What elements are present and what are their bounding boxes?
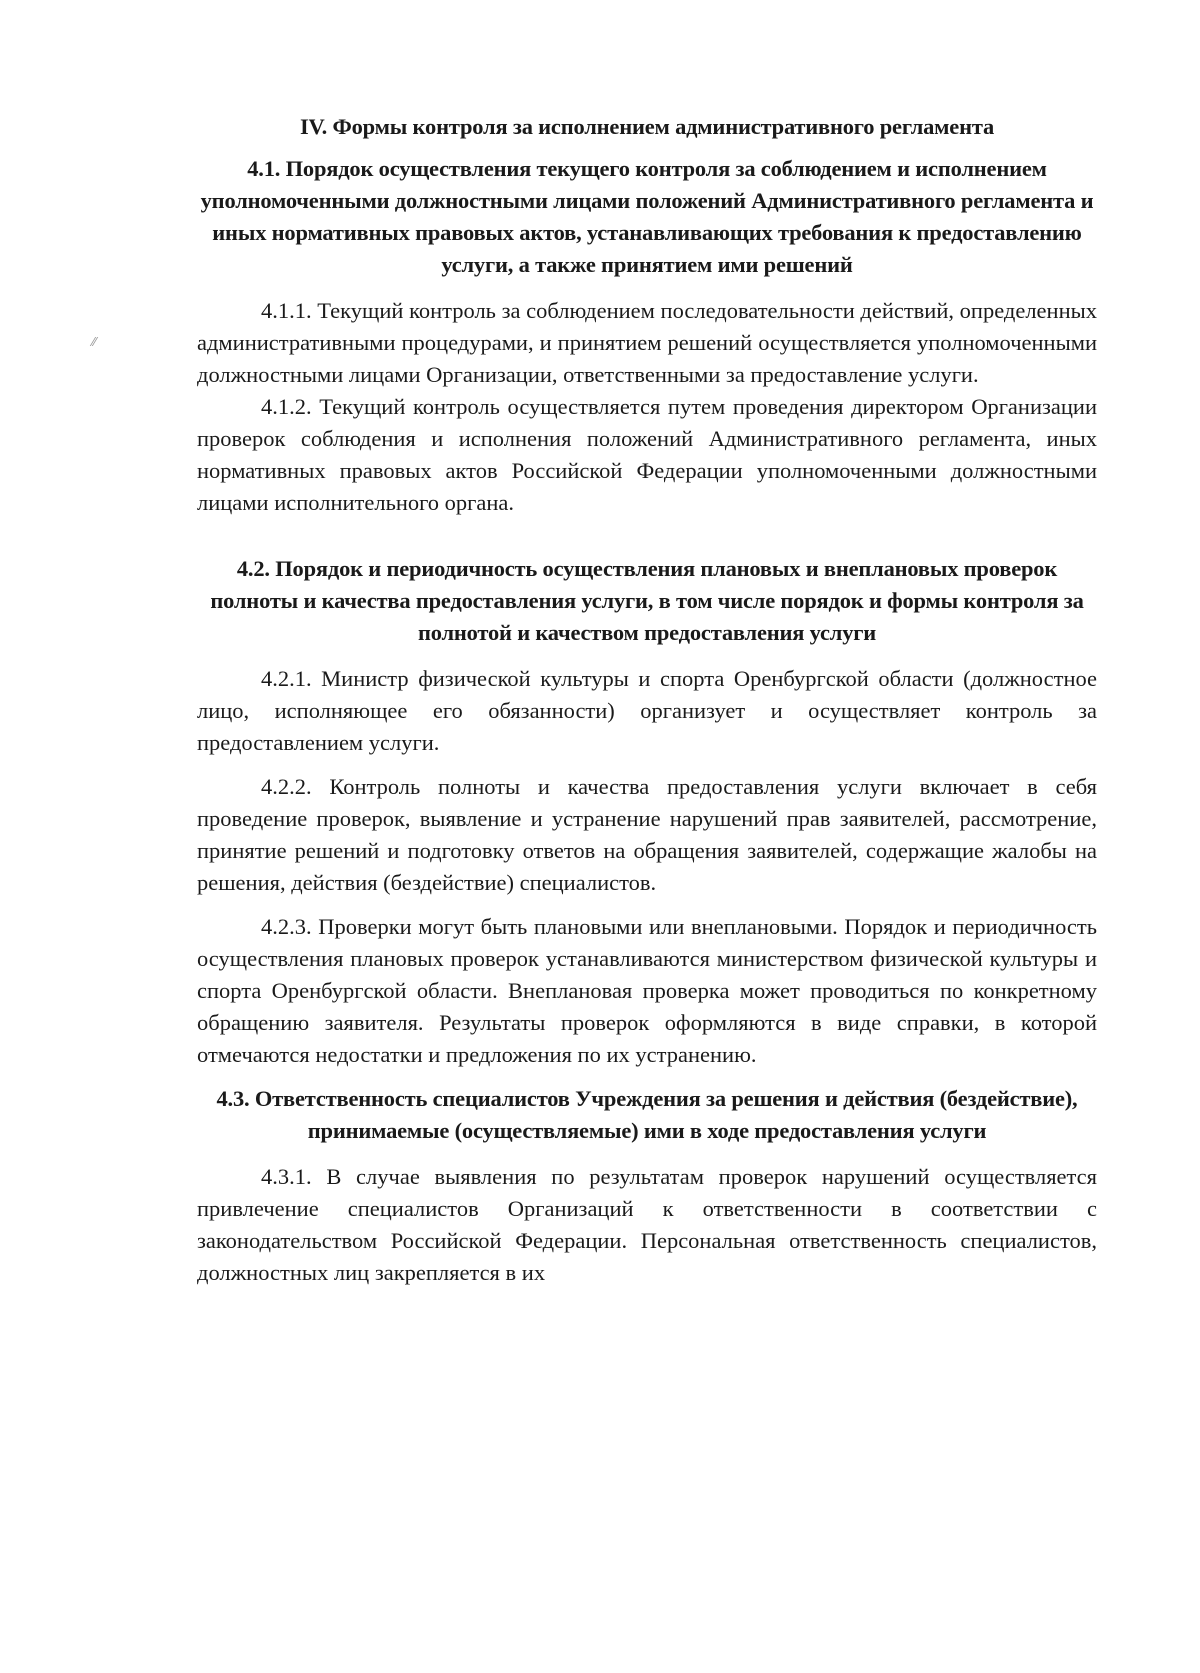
subsection-title-4-1: 4.1. Порядок осуществления текущего контроля за соблюдением и исполнением уполномоченными должностными лицами положений Административного регламента и иных нормативных правовых актов, устанавливающих требования к предоставлению услуги, а также принятием ими решений [200, 156, 1094, 277]
paragraph-4-2-2: 4.2.2. Контроль полноты и качества предоставления услуги включает в себя проведение проверок, выявление и устранение нарушений прав заявителей, рассмотрение, принятие решений и подготовку ответов на обращения заявителей, содержащие жалобы на решения, действия (бездействие) специалистов. [197, 774, 1097, 895]
paragraph-4-2-1: 4.2.1. Министр физической культуры и спорта Оренбургской области (должностное лицо, исполняющее его обязанности) организует и осуществляет контроль за предоставлением услуги. [197, 666, 1097, 755]
paragraph-4-2-3: 4.2.3. Проверки могут быть плановыми или внеплановыми. Порядок и периодичность осуществления плановых проверок устанавливаются министерством физической культуры и спорта Оренбургской области. Внеплановая проверка может проводиться по конкретному обращению заявителя. Результаты проверок оформляются в виде справки, в которой отмечаются недостатки и предложения по их устранению. [197, 914, 1097, 1067]
margin-scan-mark: ⁄⁄ [92, 335, 97, 349]
document-body [197, 110, 1097, 1289]
paragraph-4-1-2: 4.1.2. Текущий контроль осуществляется путем проведения директором Организации проверок соблюдения и исполнения положений Административного регламента, иных нормативных правовых актов Российской Федерации уполномоченными должностными лицами исполнительного органа. [197, 394, 1097, 515]
subsection-title-4-2: 4.2. Порядок и периодичность осуществления плановых и внеплановых проверок полноты и качества предоставления услуги, в том числе порядок и формы контроля за полнотой и качеством предоставления услуги [210, 556, 1084, 645]
section-title: IV. Формы контроля за исполнением административного регламента [299, 114, 995, 139]
subsection-title-4-3: 4.3. Ответственность специалистов Учреждения за решения и действия (бездействие), принимаемые (осуществляемые) ими в ходе предоставления услуги [216, 1086, 1078, 1143]
paragraph-4-3-1: 4.3.1. В случае выявления по результатам проверок нарушений осуществляется привлечение специалистов Организаций к ответственности в соответствии с законодательством Российской Федерации. Персональная ответственность специалистов, должностных лиц закрепляется в их [197, 1164, 1097, 1285]
paragraph-4-1-1: 4.1.1. Текущий контроль за соблюдением последовательности действий, определенных административными процедурами, и принятием решений осуществляется уполномоченными должностными лицами Организации, ответственными за предоставление услуги. [197, 298, 1097, 387]
